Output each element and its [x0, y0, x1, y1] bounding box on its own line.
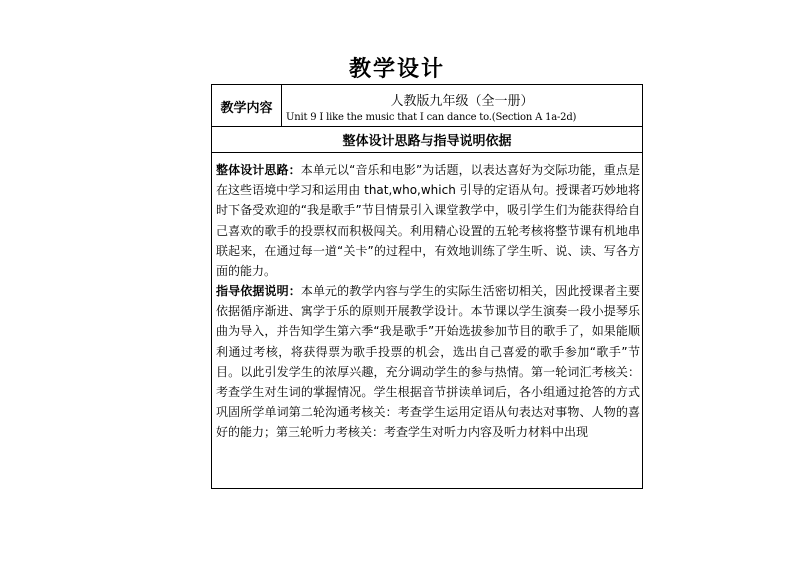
overall-design-paragraph — [216, 160, 640, 281]
document-title: 教学设计 — [348, 57, 445, 82]
guidance-basis-paragraph — [216, 281, 640, 443]
overall-design-text: 本单元以“音乐和电影”为话题，以表达喜好为交际功能，重点是在这些语境中学习和运用由 that,who,which 引导的定语从句。授课者巧妙地将时下备受欢迎的“我是歌手”节目情景引入课堂教学中，吸引学生们为能获得给自己喜欢的歌手的投票权而积极闯关。利用精心设置的五轮考核将整节课有机地串联起来，在通过每一道“关卡”的过程中，有效地训练了学生听、说、读、写各方面的能力。 — [216, 163, 640, 279]
lesson-design-table — [211, 84, 643, 489]
teaching-content-row — [212, 85, 642, 127]
section-heading: 整体设计思路与指导说明依据 — [212, 127, 642, 153]
guidance-basis-text: 本单元的教学内容与学生的实际生活密切相关，因此授课者主要依据循序渐进、寓学于乐的原则开展教学设计。本节课以学生演奏一段小提琴乐曲为导入，并告知学生第六季“我是歌手”开始选拔参加节目的歌手了，如果能顺利通过考核，将获得票为歌手投票的机会，选出自己喜爱的歌手参加“歌手”节目。以此引发学生的浓厚兴趣，充分调动学生的参与热情。第一轮词汇考核关：考查学生对生词的掌握情况。学生根据音节拼读单词后，各小组通过抢答的方式巩固所学单词第二轮沟通考核关：考查学生运用定语从句表达对事物、人物的喜好的能力；第三轮听力考核关：考查学生对听力内容及听力材料中出现 — [216, 284, 640, 440]
design-body — [212, 153, 642, 489]
textbook-edition: 人教版九年级（全一册） — [390, 94, 534, 109]
overall-design-label: 整体设计思路： — [216, 163, 301, 177]
teaching-content-label: 教学内容 — [212, 85, 282, 127]
guidance-basis-label: 指导依据说明： — [216, 284, 301, 298]
unit-title: Unit 9 I like the music that I can dance to.(Section A 1a-2d) — [286, 112, 577, 123]
teaching-content-value — [282, 85, 642, 127]
